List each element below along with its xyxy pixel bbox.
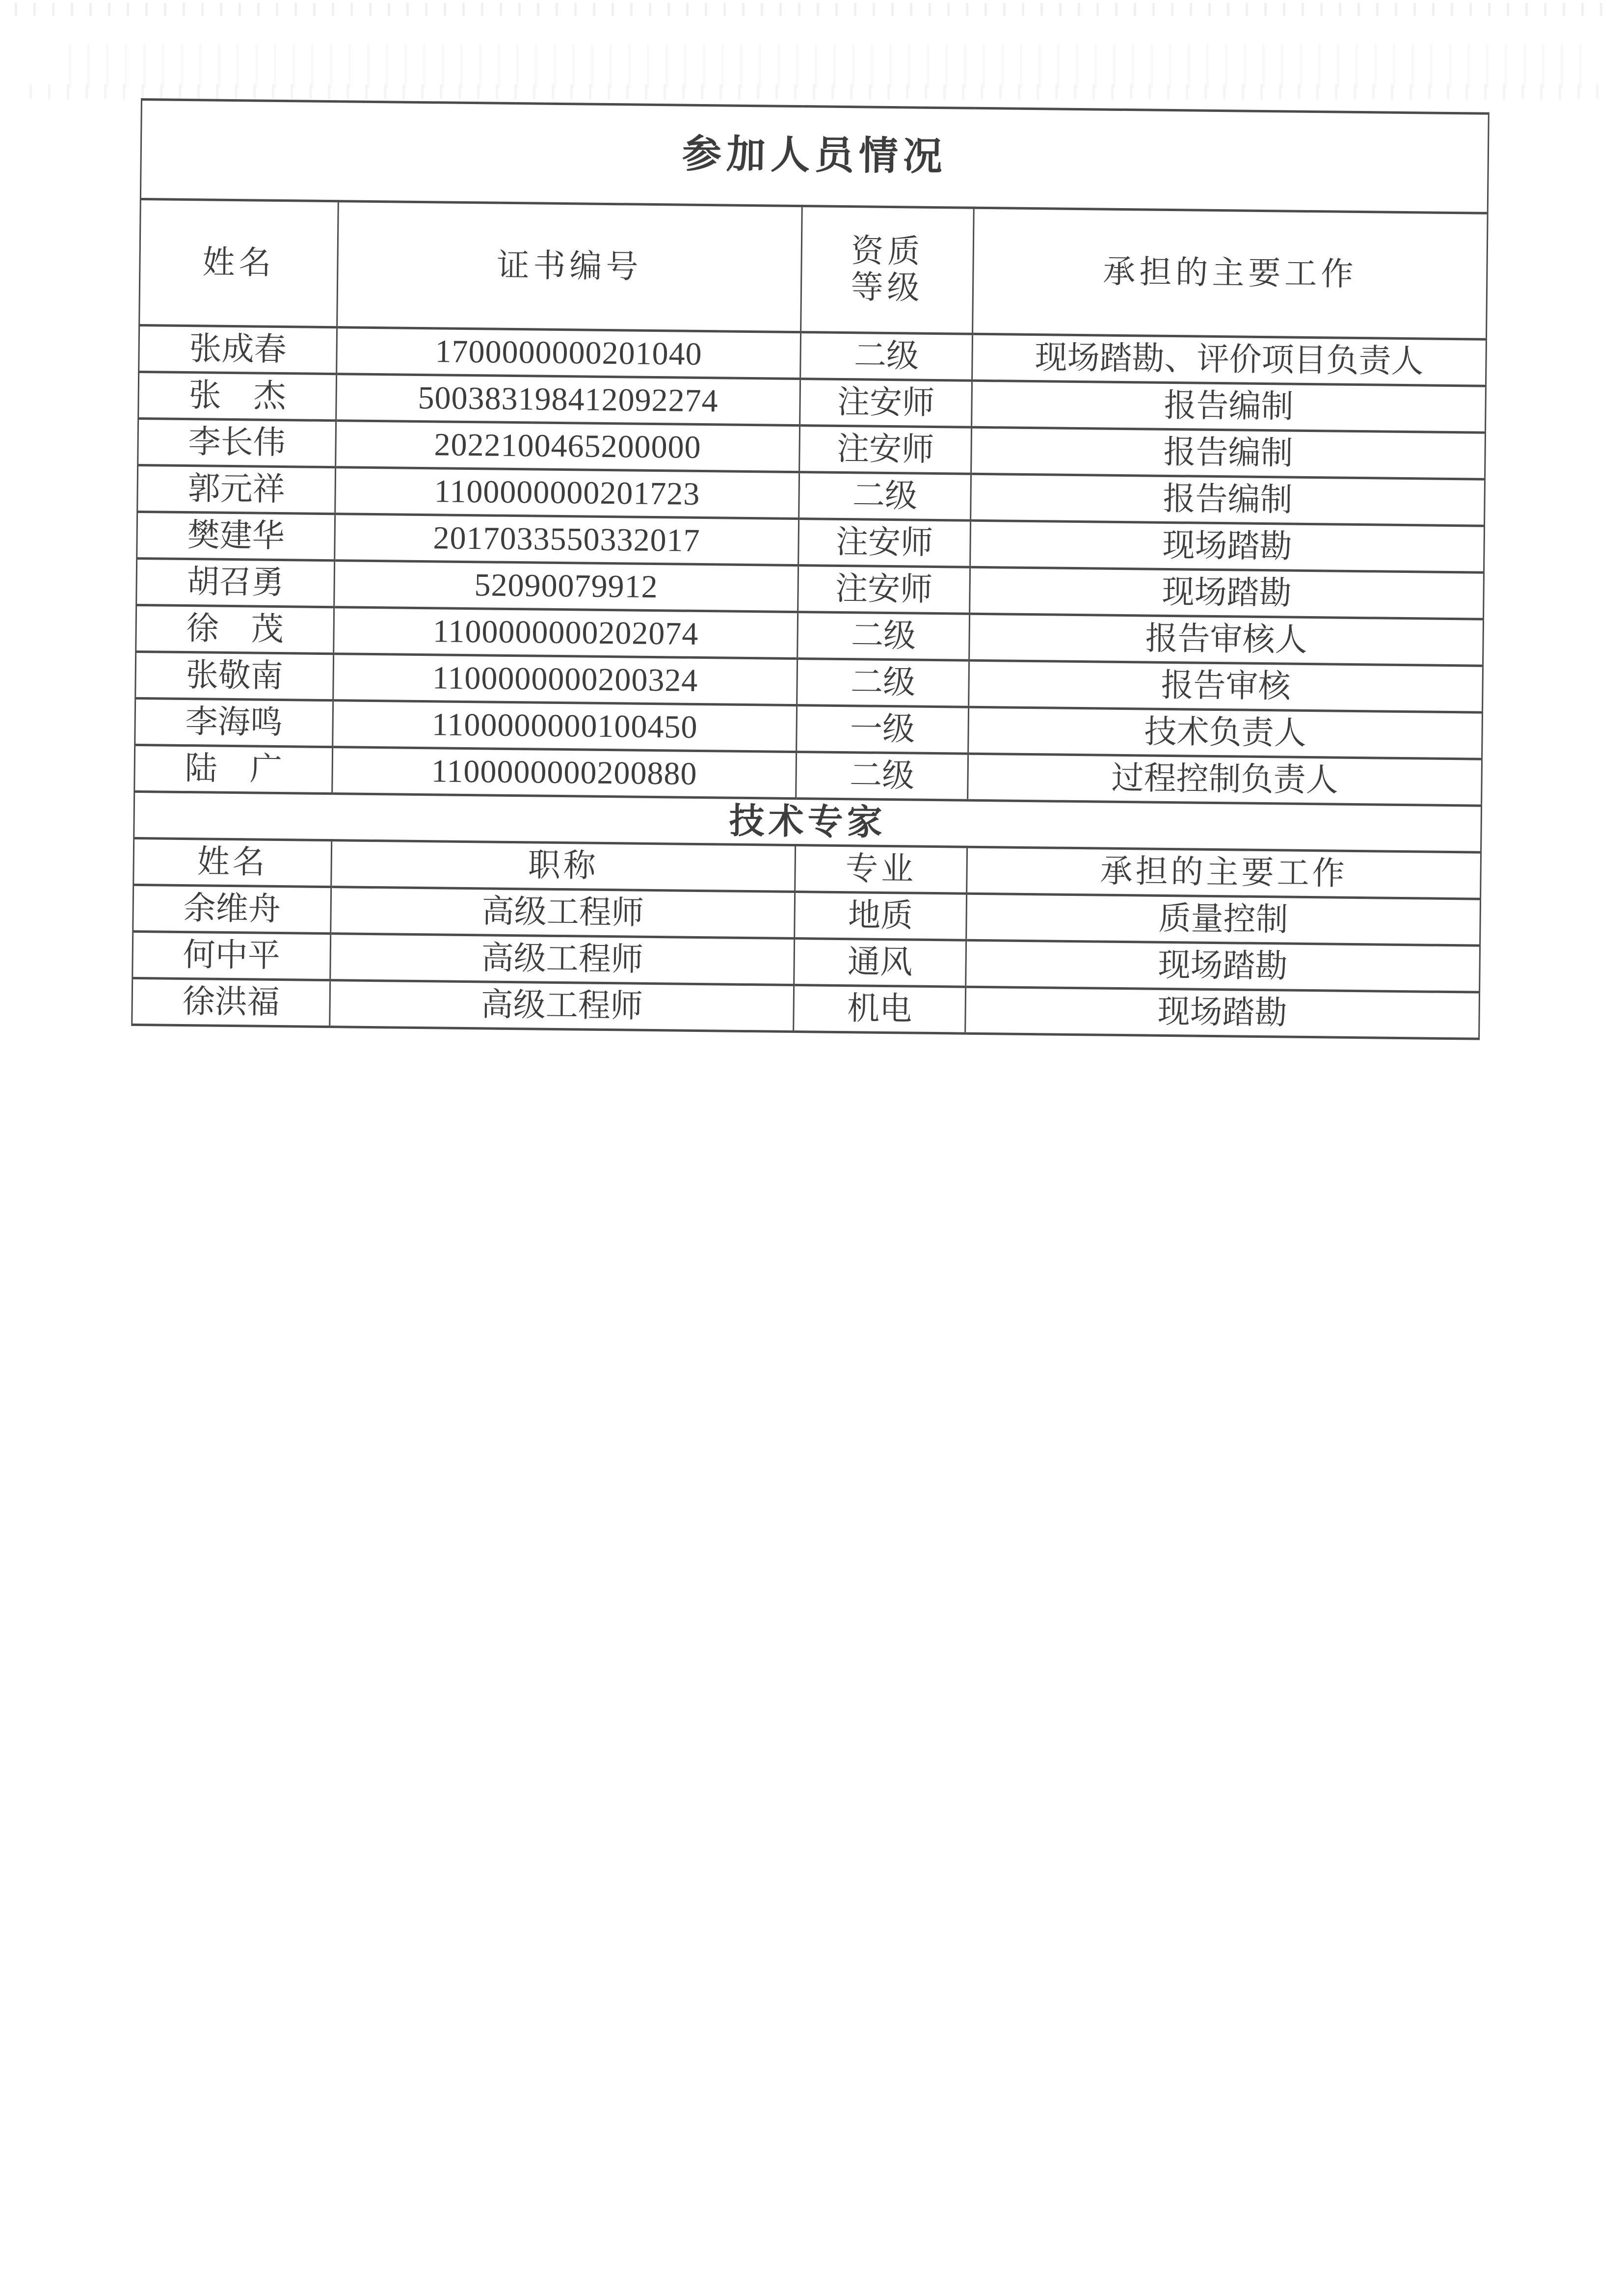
qual-level-cell: 二级 bbox=[798, 612, 970, 661]
main-work-cell: 质量控制 bbox=[966, 893, 1481, 945]
main-work-cell: 现场踏勘 bbox=[970, 520, 1485, 572]
name-cell: 郭元祥 bbox=[137, 465, 336, 513]
main-work-cell: 报告审核人 bbox=[969, 614, 1484, 666]
name-cell: 陆 广 bbox=[134, 745, 333, 793]
expert-col-header-title: 职称 bbox=[331, 840, 796, 892]
main-work-cell: 报告编制 bbox=[972, 380, 1486, 432]
name-cell: 何中平 bbox=[133, 931, 331, 980]
cert-no-cell: 1100000000201723 bbox=[335, 467, 799, 519]
cert-no-cell: 2017033550332017 bbox=[335, 514, 799, 566]
main-work-cell: 现场踏勘 bbox=[970, 567, 1484, 619]
col-header-main-work: 承担的主要工作 bbox=[973, 208, 1488, 339]
table-title-row bbox=[140, 100, 1489, 214]
qual-level-cell: 一级 bbox=[797, 705, 969, 754]
cert-no-cell: 1100000000200880 bbox=[332, 747, 797, 799]
expert-col-header-main-work: 承担的主要工作 bbox=[967, 847, 1481, 899]
cert-no-cell: 1100000000202074 bbox=[334, 607, 798, 659]
qual-level-cell: 二级 bbox=[799, 472, 971, 521]
name-cell: 李长伟 bbox=[138, 418, 336, 467]
job-title-cell: 高级工程师 bbox=[331, 887, 795, 939]
main-work-cell: 现场踏勘、评价项目负责人 bbox=[972, 334, 1487, 386]
job-title-cell: 高级工程师 bbox=[330, 980, 794, 1032]
col-header-name: 姓名 bbox=[139, 199, 339, 327]
qual-level-cell: 注安师 bbox=[800, 379, 972, 428]
name-cell: 张敬南 bbox=[135, 651, 334, 700]
cert-no-cell: 1100000000100450 bbox=[333, 701, 797, 752]
main-work-cell: 过程控制负责人 bbox=[968, 754, 1482, 806]
col-header-qual-level: 资质 等级 bbox=[801, 206, 974, 334]
personnel-header-row bbox=[139, 199, 1488, 340]
name-cell: 李海鸣 bbox=[135, 698, 333, 747]
experts-section-title: 技术专家 bbox=[134, 791, 1482, 852]
specialty-cell: 机电 bbox=[794, 985, 966, 1034]
scan-artifact-top bbox=[15, 3, 1605, 16]
main-work-cell: 报告审核 bbox=[969, 660, 1483, 712]
specialty-cell: 地质 bbox=[795, 892, 967, 941]
qual-level-cell: 二级 bbox=[800, 332, 973, 381]
name-cell: 张成春 bbox=[139, 325, 337, 374]
main-work-cell: 现场踏勘 bbox=[965, 987, 1480, 1039]
main-work-cell: 技术负责人 bbox=[968, 707, 1483, 759]
qual-level-cell: 二级 bbox=[797, 659, 969, 707]
table-title: 参加人员情况 bbox=[140, 100, 1489, 214]
name-cell: 胡召勇 bbox=[136, 558, 335, 607]
specialty-cell: 通风 bbox=[794, 939, 966, 987]
name-cell: 徐洪福 bbox=[132, 978, 330, 1026]
cert-no-cell: 1100000000200324 bbox=[333, 654, 798, 705]
name-cell: 张 杰 bbox=[138, 372, 337, 420]
name-cell: 樊建华 bbox=[137, 512, 335, 560]
col-header-cert-no: 证书编号 bbox=[337, 201, 802, 332]
main-work-cell: 报告编制 bbox=[971, 474, 1485, 526]
cert-no-cell: 2022100465200000 bbox=[336, 421, 800, 472]
scan-artifact-lower bbox=[29, 84, 1600, 99]
expert-col-header-specialty: 专业 bbox=[795, 845, 967, 894]
scan-artifact-middle bbox=[69, 44, 1590, 88]
cert-no-cell: 500383198412092274 bbox=[336, 374, 800, 426]
qual-level-cell: 注安师 bbox=[798, 566, 970, 614]
qual-level-cell: 注安师 bbox=[799, 426, 972, 474]
job-title-cell: 高级工程师 bbox=[330, 934, 795, 985]
name-cell: 徐 茂 bbox=[136, 605, 334, 653]
qual-level-cell: 注安师 bbox=[798, 519, 971, 567]
participants-table bbox=[131, 98, 1490, 1040]
cert-no-cell: 52090079912 bbox=[334, 561, 798, 612]
name-cell: 余维舟 bbox=[133, 885, 331, 933]
cert-no-cell: 1700000000201040 bbox=[337, 327, 801, 379]
expert-col-header-name: 姓名 bbox=[133, 838, 332, 887]
main-work-cell: 现场踏勘 bbox=[966, 940, 1480, 992]
main-work-cell: 报告编制 bbox=[971, 427, 1486, 479]
qual-level-cell: 二级 bbox=[796, 752, 968, 801]
